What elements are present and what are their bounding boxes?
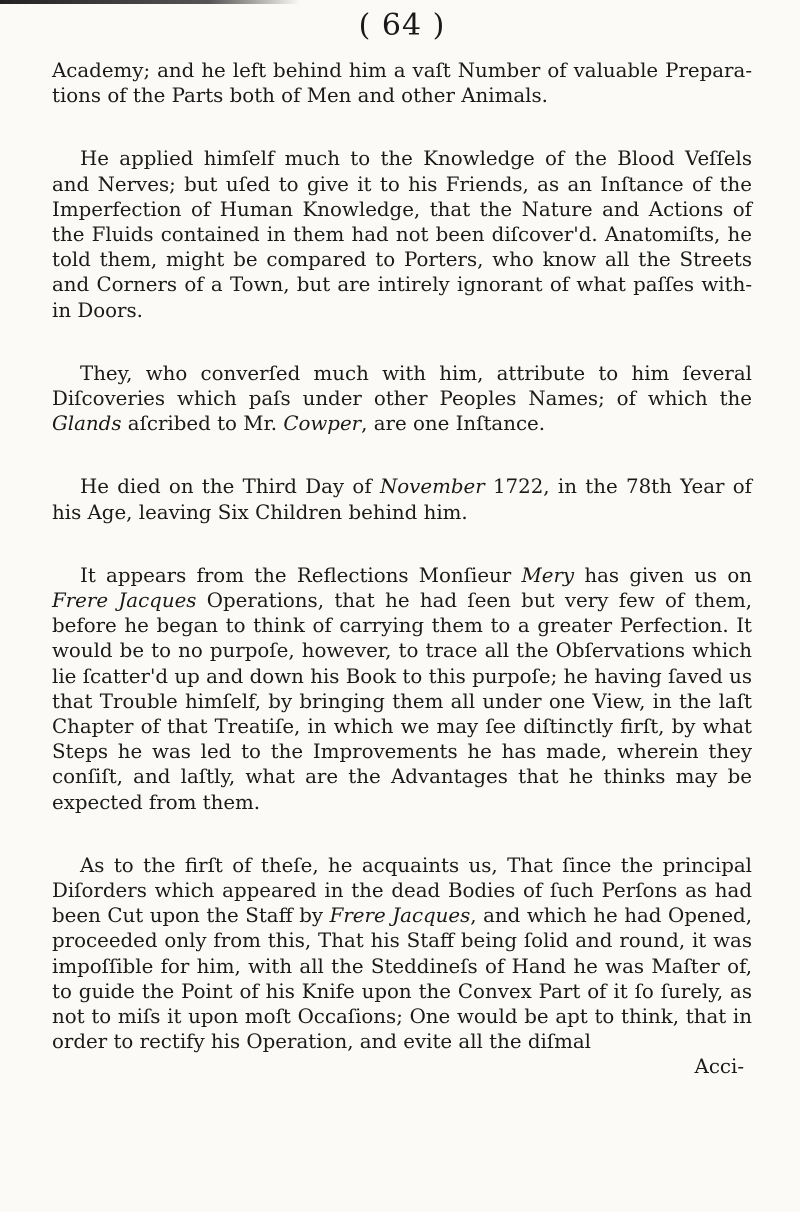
text-run: , are one Inſtance.	[361, 412, 546, 436]
text-run: Operations, that he had ſeen but very few of them, before he began to think of carrying them to a greater Perfection. It would be to no purpoſe, however, to trace all the Obſervations which lie ſcatter'd up and down his Book to this purpoſe; he having ſaved us that Trouble himſelf, by bringing them all under one View, in the laſt Chapter of that Treatiſe, in which we may ſee diſtinctly firſt, by what Steps he was led to the Improvements he has made, wherein they conſiſt, and laſtly, what are the Advantages that he thinks may be expected from them.	[52, 589, 753, 814]
text-run: They, who converſed much with him, attribute to him ſeveral Diſcoveries which paſs under other Peoples Names; of which the	[52, 361, 752, 411]
text-run: aſcribed to Mr.	[121, 412, 284, 436]
book-page	[52, 8, 752, 1079]
italic-text: Glands	[52, 412, 122, 436]
paragraph-blood-vessels	[52, 146, 752, 322]
italic-text: Mery	[521, 563, 575, 587]
italic-text: Frere Jacques	[52, 589, 197, 613]
paragraph-death	[52, 474, 752, 524]
italic-text: November	[379, 475, 485, 499]
paragraph-academy	[52, 58, 752, 108]
text-run: He applied himſelf much to the Knowledge of the Blood Veſſels and Nerves; but uſed to give it to his Friends, as an Inſtance of the Imperfection of Human Knowledge, that the Nature and Actions of the Fluids contained in them had not been diſcover'd. Anatomiſts, he told them, might be compared to Porters, who know all the Streets and Corners of a Town, but are intirely ignorant of what paſſes within Doors.	[52, 147, 752, 322]
page-edge-rule	[0, 0, 300, 4]
text-run: As to the firſt of theſe, he acquaints us, That ſince the principal Diſorders which appeared in the dead Bodies of ſuch Perſons as had been Cut upon the Staff by	[52, 853, 752, 928]
text-run: Academy; and he left behind him a vaſt Number of valuable Preparations of the Parts both of Men and other Animals.	[52, 59, 752, 108]
italic-text: Frere Jacques	[329, 904, 471, 928]
catchword: Acci-	[694, 1054, 744, 1078]
text-run: , and which he had Opened, proceeded only from this, That his Staff being ſolid and round, it was impoſſible for him, with all the Steddineſs of Hand he was Maſter of, to guide the Point of his Knife upon the Convex Part of it ſo ſurely, as not to miſs it upon moſt Occaſions; One would be apt to think, that in order to rectify his Operation, and evite all the diſmal	[52, 904, 752, 1054]
paragraph-discoveries	[52, 361, 752, 437]
text-run: 1722, in the 78th Year of his Age, leaving Six Children behind him.	[52, 475, 752, 524]
text-run: It appears from the Reflections Monſieur	[80, 563, 522, 587]
italic-text: Cowper	[283, 412, 362, 436]
paragraph-disorders	[52, 853, 752, 1055]
paragraph-reflections	[52, 563, 752, 815]
text-run: He died on the Third Day of	[80, 475, 380, 499]
page-number: ( 64 )	[358, 8, 446, 43]
text-run: has given us on	[574, 563, 752, 587]
